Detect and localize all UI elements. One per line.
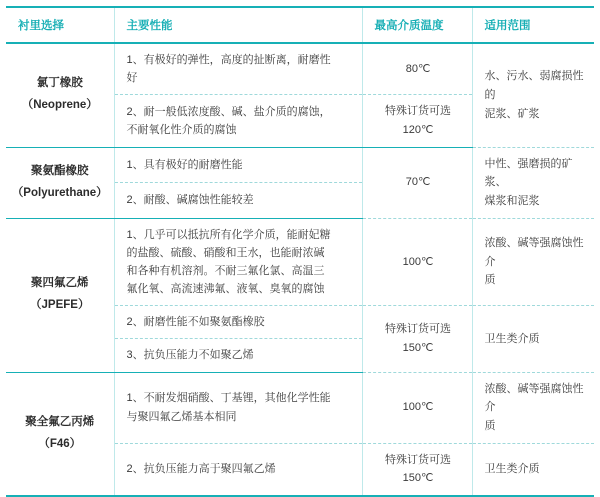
- lining-material-name-en: （F46）: [38, 437, 82, 450]
- performance-line: 2、耐一般低浓度酸、碱、盐介质的腐蚀，: [126, 105, 331, 118]
- max-temp-cell: [362, 218, 472, 306]
- scope-line: 煤浆和泥浆: [484, 195, 540, 208]
- scope-cell: [472, 443, 594, 496]
- max-temp-line: 120℃: [402, 123, 434, 136]
- scope-cell: [472, 218, 594, 306]
- max-temp-cell: [362, 95, 472, 147]
- lining-material-cell: [6, 218, 114, 372]
- table-header: [6, 7, 594, 43]
- performance-line: 1、有极好的弹性，高度的扯断离，耐磨性: [126, 54, 331, 66]
- performance-cell: [114, 218, 362, 306]
- column-header-performance: 主要性能: [114, 7, 362, 43]
- scope-cell: [472, 43, 594, 147]
- max-temp-line: 100℃: [402, 255, 434, 268]
- performance-line: 的盐酸、硫酸、硝酸和王水，也能耐浓碱: [126, 246, 325, 259]
- performance-line: 不耐氧化性介质的腐蚀: [126, 123, 237, 136]
- performance-line: 2、耐酸、碱腐蚀性能较差: [126, 194, 254, 207]
- scope-line: 中性、强磨损的矿浆、: [484, 157, 573, 189]
- column-header-lining: 衬里选择: [6, 7, 114, 43]
- lining-material-cell: [6, 43, 114, 147]
- performance-line: 2、抗负压能力高于聚四氟乙烯: [126, 463, 276, 476]
- max-temp-line: 150℃: [402, 472, 434, 485]
- performance-line: 2、耐磨性能不如聚氨酯橡胶: [126, 316, 265, 329]
- scope-line: 卫生类介质: [484, 332, 540, 345]
- max-temp-line: 特殊订货可选: [385, 453, 451, 466]
- lining-material-name: 氯丁橡胶: [36, 77, 83, 90]
- scope-line: 泥浆、矿浆: [484, 107, 540, 120]
- max-temp-line: 特殊订货可选: [385, 323, 451, 336]
- performance-line: 3、抗负压能力不如聚乙烯: [126, 349, 254, 362]
- performance-line: 1、几乎可以抵抗所有化学介质，能耐妃糖: [126, 228, 331, 241]
- scope-cell: [472, 306, 594, 372]
- performance-line: 氟化氧、高流速沸氟、液氧、臭氧的腐蚀: [126, 283, 325, 296]
- scope-cell: [472, 372, 594, 443]
- max-temp-line: 特殊订货可选: [385, 105, 451, 118]
- max-temp-cell: [362, 372, 472, 443]
- column-header-scope: 适用范围: [472, 7, 594, 43]
- table-body: [6, 43, 594, 496]
- lining-material-name-en: （Neoprene）: [21, 99, 98, 112]
- max-temp-line: 100℃: [402, 401, 434, 414]
- scope-line: 卫生类介质: [484, 462, 540, 475]
- table-header-row: [6, 7, 594, 43]
- performance-cell: [114, 372, 362, 443]
- max-temp-line: 150℃: [402, 341, 434, 354]
- scope-line: 质: [484, 419, 496, 432]
- performance-line: 1、具有极好的耐磨性能: [126, 158, 243, 171]
- performance-cell: [114, 183, 362, 219]
- table-row: [6, 147, 594, 183]
- performance-cell: [114, 339, 362, 372]
- lining-material-name: 聚四氟乙烯: [31, 277, 89, 290]
- scope-line: 浓酸、碱等强腐蚀性介: [484, 382, 584, 414]
- max-temp-cell: [362, 306, 472, 372]
- lining-material-cell: [6, 147, 114, 218]
- max-temp-line: 80℃: [405, 62, 431, 75]
- table-row: [6, 218, 594, 306]
- scope-line: 浓酸、碱等强腐蚀性介: [484, 236, 584, 268]
- scope-line: 水、污水、弱腐损性的: [484, 70, 584, 101]
- max-temp-cell: [362, 147, 472, 218]
- max-temp-cell: [362, 43, 472, 95]
- performance-cell: [114, 306, 362, 339]
- lining-material-name-en: （JPEFE）: [30, 299, 90, 312]
- lining-material-name-en: （Polyurethane）: [11, 186, 108, 199]
- lining-specification-table: [6, 6, 594, 497]
- performance-cell: [114, 147, 362, 183]
- performance-line: 1、不耐发烟硝酸、丁基锂，其他化学性能: [126, 392, 331, 405]
- lining-material-name: 聚全氟乙丙烯: [25, 415, 95, 428]
- table-row: [6, 372, 594, 443]
- performance-line: 和各种有机溶剂。不耐三氟化氯、高温三: [126, 265, 325, 277]
- lining-material-name: 聚氨酯橡胶: [31, 164, 89, 177]
- table-row: [6, 43, 594, 95]
- performance-line: 好: [126, 72, 138, 85]
- max-temp-line: 70℃: [405, 176, 431, 189]
- performance-cell: [114, 95, 362, 147]
- max-temp-cell: [362, 443, 472, 496]
- column-header-max-temp: 最高介质温度: [362, 7, 472, 43]
- performance-cell: [114, 443, 362, 496]
- scope-line: 质: [484, 274, 496, 287]
- lining-material-cell: [6, 372, 114, 496]
- performance-line: 与聚四氟乙烯基本相同: [126, 410, 237, 423]
- scope-cell: [472, 147, 594, 218]
- performance-cell: [114, 43, 362, 95]
